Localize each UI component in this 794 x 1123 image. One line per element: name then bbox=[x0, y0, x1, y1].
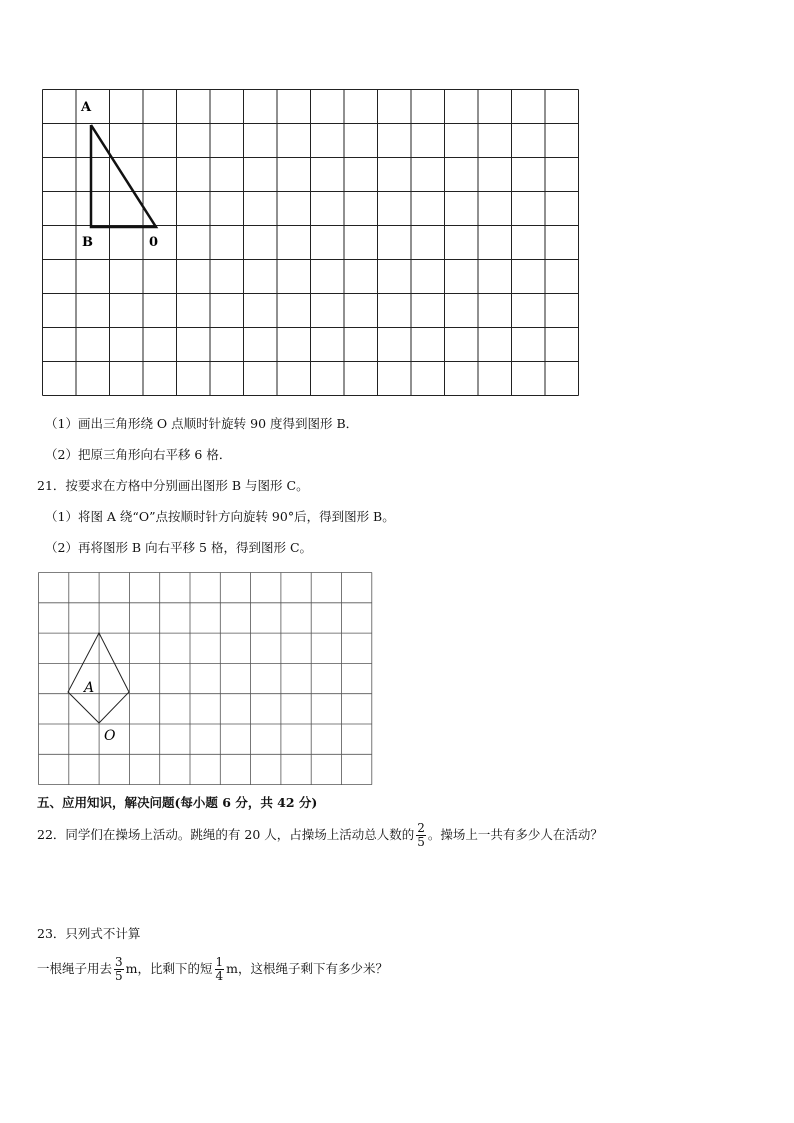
q22-fraction bbox=[416, 822, 426, 849]
vertex-label-a: A bbox=[81, 100, 92, 115]
section5-heading: 五、应用知识，解决问题(每小题 6 分，共 42 分) bbox=[37, 795, 318, 810]
q21-title: 21．按要求在方格中分别画出图形 B 与图形 C。 bbox=[37, 478, 309, 493]
q23-fraction-2 bbox=[215, 956, 225, 983]
q23-text bbox=[37, 951, 388, 987]
grid2-lines bbox=[39, 573, 372, 785]
grid1-lines bbox=[43, 90, 579, 396]
q22-text-before: 22．同学们在操场上活动。跳绳的有 20 人，占操场上活动总人数的 bbox=[37, 827, 415, 842]
grid-kite-figure bbox=[0, 560, 794, 795]
q23-text-1: 一根绳子用去 bbox=[37, 961, 113, 976]
q20-part1: （1）画出三角形绕 O 点顺时针旋转 90 度得到图形 B． bbox=[45, 416, 359, 431]
q21-part1: （1）将图 A 绕“O”点按顺时针方向旋转 90°后，得到图形 B。 bbox=[45, 509, 395, 524]
q21-part2: （2）再将图形 B 向右平移 5 格，得到图形 C。 bbox=[45, 540, 313, 555]
kite-label-a: A bbox=[84, 680, 95, 696]
q23-text-3: m，这根绳子剩下有多少米？ bbox=[226, 961, 389, 976]
q23-frac2-num: 1 bbox=[215, 955, 224, 969]
q23-frac1-den: 5 bbox=[115, 969, 123, 983]
q22-frac-den: 5 bbox=[417, 835, 425, 849]
vertex-label-b: B bbox=[82, 235, 93, 250]
q22-frac-num: 2 bbox=[417, 821, 425, 835]
q22-text bbox=[37, 817, 603, 853]
q20-part2: （2）把原三角形向右平移 6 格． bbox=[45, 447, 232, 462]
q23-frac1-num: 3 bbox=[115, 955, 123, 969]
grid-triangle-figure bbox=[0, 0, 794, 420]
vertex-label-o: 0 bbox=[149, 235, 159, 250]
q23-fraction-1 bbox=[114, 956, 124, 983]
kite-shape bbox=[68, 633, 129, 723]
q22-text-after: 。操场上一共有多少人在活动？ bbox=[427, 827, 603, 842]
q23-frac2-den: 4 bbox=[215, 969, 224, 983]
triangle-shape bbox=[91, 125, 156, 227]
kite-label-o: O bbox=[104, 728, 116, 744]
q23-text-2: m，比剩下的短 bbox=[125, 961, 213, 976]
q23-title: 23．只列式不计算 bbox=[37, 926, 141, 941]
